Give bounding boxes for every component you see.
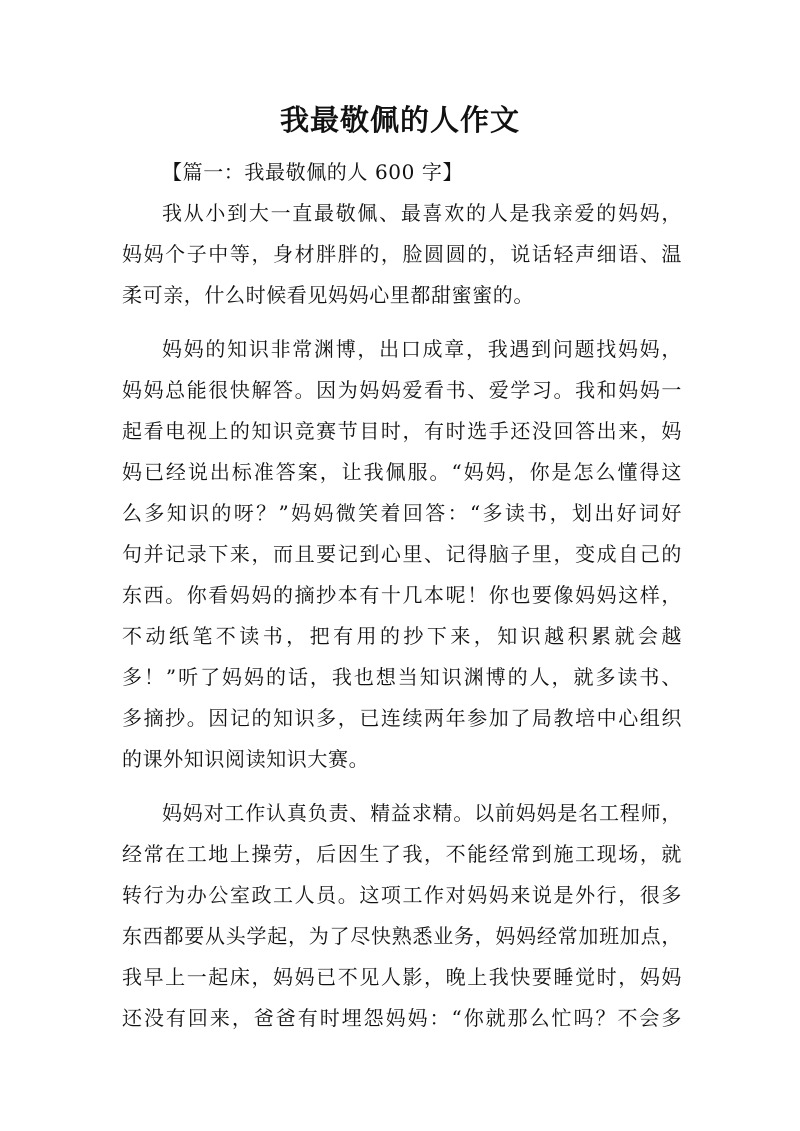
paragraph-line: 不动纸笔不读书，把有用的抄下来，知识越积累就会越 bbox=[122, 624, 682, 648]
paragraph-line: 多摘抄。因记的知识多，已连续两年参加了局教培中心组织 bbox=[122, 706, 682, 730]
paragraph-line: 转行为办公室政工人员。这项工作对妈妈来说是外行，很多 bbox=[122, 883, 682, 907]
section-heading: 【篇一：我最敬佩的人 600 字】 bbox=[162, 160, 464, 184]
document-title: 我最敬佩的人作文 bbox=[279, 103, 520, 137]
paragraph-2 bbox=[122, 329, 682, 780]
paragraph-line: 东西。你看妈妈的摘抄本有十几本呢！你也要像妈妈这样， bbox=[122, 583, 682, 607]
paragraph-line: 妈妈对工作认真负责、精益求精。以前妈妈是名工程师， bbox=[162, 801, 682, 825]
paragraph-line: 妈已经说出标准答案，让我佩服。“妈妈，你是怎么懂得这 bbox=[122, 460, 682, 484]
paragraph-line: 东西都要从头学起，为了尽快熟悉业务，妈妈经常加班加点， bbox=[122, 924, 682, 948]
paragraph-line: 我早上一起床，妈妈已不见人影，晚上我快要睡觉时，妈妈 bbox=[122, 965, 682, 989]
paragraph-3 bbox=[122, 793, 682, 1039]
paragraph-line: 妈妈的知识非常渊博，出口成章，我遇到问题找妈妈， bbox=[162, 337, 682, 361]
paragraph-line: 么多知识的呀？”妈妈微笑着回答：“多读书，划出好词好 bbox=[122, 501, 682, 525]
paragraph-line: 我从小到大一直最敬佩、最喜欢的人是我亲爱的妈妈， bbox=[162, 201, 682, 225]
paragraph-line: 的课外知识阅读知识大赛。 bbox=[122, 747, 370, 771]
paragraph-line: 句并记录下来，而且要记到心里、记得脑子里，变成自己的 bbox=[122, 542, 682, 566]
document-body bbox=[122, 152, 682, 1052]
paragraph-line: 起看电视上的知识竞赛节目时，有时选手还没回答出来，妈 bbox=[122, 419, 682, 443]
paragraph-line: 经常在工地上操劳，后因生了我，不能经常到施工现场，就 bbox=[122, 842, 682, 866]
paragraph-line: 还没有回来，爸爸有时埋怨妈妈：“你就那么忙吗？不会多 bbox=[122, 1006, 682, 1030]
paragraph-line: 妈妈个子中等，身材胖胖的，脸圆圆的，说话轻声细语、温 bbox=[122, 242, 682, 266]
paragraph-line: 妈妈总能很快解答。因为妈妈爱看书、爱学习。我和妈妈一 bbox=[122, 378, 682, 402]
paragraph-line: 多！”听了妈妈的话，我也想当知识渊博的人，就多读书、 bbox=[122, 665, 682, 689]
paragraph-1 bbox=[122, 193, 682, 316]
paragraph-line: 柔可亲，什么时候看见妈妈心里都甜蜜蜜的。 bbox=[122, 283, 534, 307]
